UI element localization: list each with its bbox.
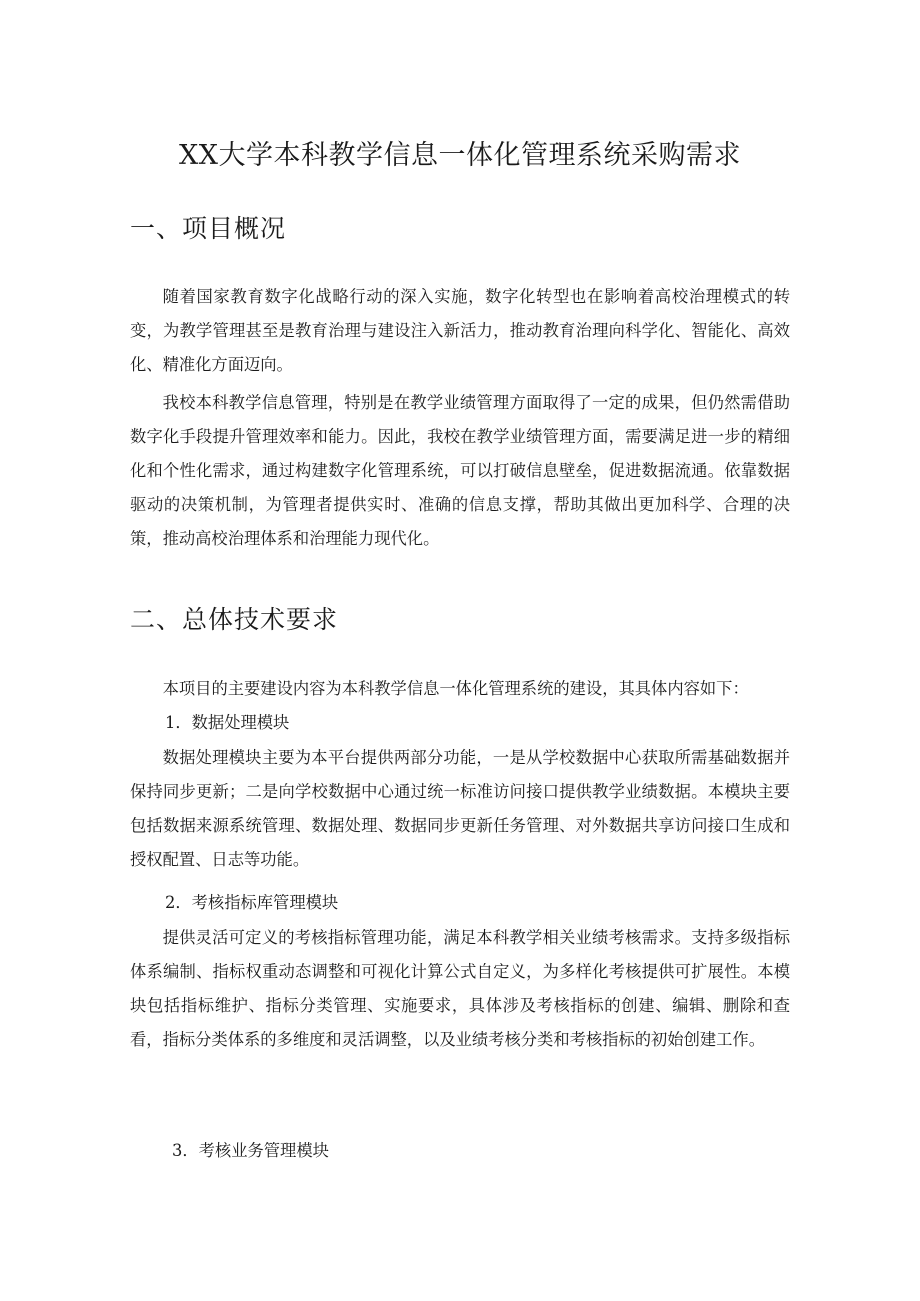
module-label-indicator-library: 2．考核指标库管理模块 (165, 893, 339, 912)
module-label-assessment-business: 3．考核业务管理模块 (172, 1141, 329, 1160)
paragraph-overview-2: 我校本科教学信息管理，特别是在教学业绩管理方面取得了一定的成果，但仍然需借助数字化手段提升管理效率和能力。因此，我校在教学业绩管理方面，需要满足进一步的精细化和个性化需求，通过构建数字化管理系统，可以打破信息壁垒，促进数据流通。依靠数据驱动的决策机制，为管理者提供实时、准确的信息支撑，帮助其做出更加科学、合理的决策，推动高校治理体系和治理能力现代化。 (130, 393, 790, 548)
module-label-data-processing: 1．数据处理模块 (165, 713, 290, 732)
paragraph-technical-intro: 本项目的主要建设内容为本科教学信息一体化管理系统的建设，其具体内容如下： (162, 679, 749, 698)
paragraph-module-data-processing: 数据处理模块主要为本平台提供两部分功能，一是从学校数据中心获取所需基础数据并保持同步更新；二是向学校数据中心通过统一标准访问接口提供教学业绩数据。本模块主要包括数据来源系统管理、数据处理、数据同步更新任务管理、对外数据共享访问接口生成和授权配置、日志等功能。 (130, 748, 790, 869)
paragraph-overview-1: 随着国家教育数字化战略行动的深入实施，数字化转型也在影响着高校治理模式的转变，为教学管理甚至是教育治理与建设注入新活力，推动教育治理向科学化、智能化、高效化、精准化方面迈向。 (130, 287, 790, 374)
section-heading-technical: 二、总体技术要求 (130, 605, 339, 634)
section-heading-overview: 一、项目概况 (130, 214, 287, 243)
paragraph-module-indicator-library: 提供灵活可定义的考核指标管理功能，满足本科教学相关业绩考核需求。支持多级指标体系编制、指标权重动态调整和可视化计算公式自定义，为多样化考核提供可扩展性。本模块包括指标维护、指标分类管理、实施要求，具体涉及考核指标的创建、编辑、删除和查看，指标分类体系的多维度和灵活调整，以及业绩考核分类和考核指标的初始创建工作。 (130, 928, 790, 1049)
document-title: XX大学本科教学信息一体化管理系统采购需求 (179, 140, 741, 171)
